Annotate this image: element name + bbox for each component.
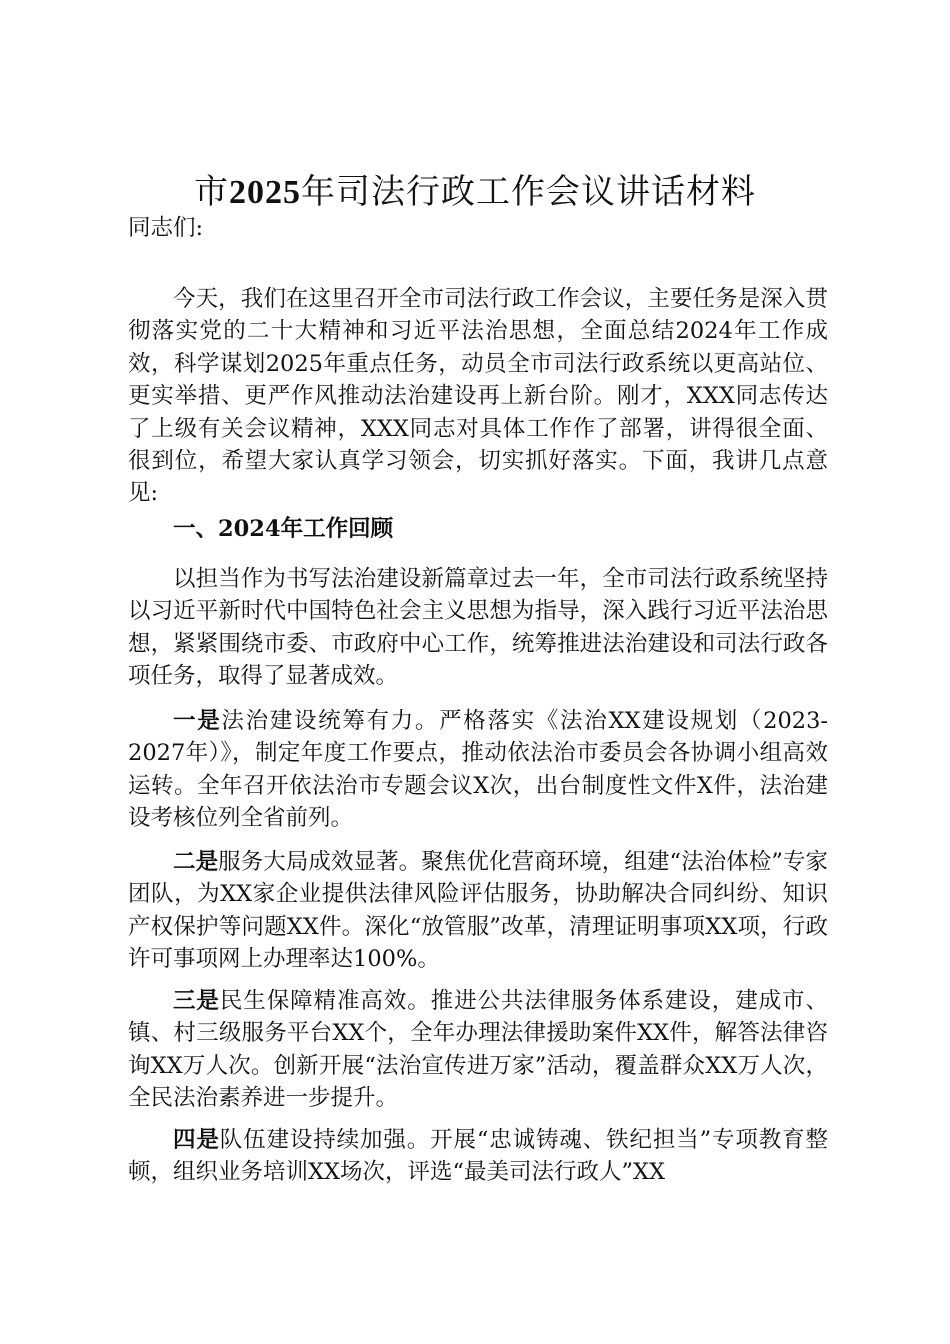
- title-year: 2025: [229, 174, 301, 211]
- point-text-3: 民生保障精准高效。推进公共法律服务体系建设，建成市、镇、村三级服务平台XX个，全年办理法律援助案件XX件，解答法律咨询XX万人次。创新开展“法治宣传进万家”活动，覆盖群众XX万人次，全民法治素养进一步提升。: [128, 988, 828, 1112]
- title-prefix: 市: [194, 172, 229, 212]
- point-lead-3: 三是: [173, 988, 220, 1014]
- review-intro-paragraph: 以担当作为书写法治建设新篇章过去一年，全市司法行政系统坚持以习近平新时代中国特色社会主义思想为指导，深入践行习近平法治思想，紧紧围绕市委、市政府中心工作，统筹推进法治建设和司法行政各项任务，取得了显著成效。: [128, 566, 828, 690]
- intro-paragraph: 今天，我们在这里召开全市司法行政工作会议，主要任务是深入贯彻落实党的二十大精神和习近平法治思想，全面总结2024年工作成效，科学谋划2025年重点任务，动员全市司法行政系统以更高站位、更实举措、更严作风推动法治建设再上新台阶。刚才，XXX同志传达了上级有关会议精神，XXX同志对具体工作作了部署，讲得很全面、很到位，希望大家认真学习领会，切实抓好落实。下面，我讲几点意见:: [128, 286, 828, 507]
- section-heading: 一、2024年工作回顾: [173, 516, 394, 542]
- point-text-4: 队伍建设持续加强。开展“忠诚铸魂、铁纪担当”专项教育整顿，组织业务培训XX场次，评选“最美司法行政人”XX: [128, 1127, 828, 1186]
- title-suffix: 年司法行政工作会议讲话材料: [301, 172, 756, 212]
- point-text-2: 服务大局成效显著。聚焦优化营商环境，组建“法治体检”专家团队，为XX家企业提供法律风险评估服务，协助解决合同纠纷、知识产权保护等问题XX件。深化“放管服”改革，清理证明事项XX项，行政许可事项网上办理率达100%。: [128, 849, 828, 973]
- point-lead-4: 四是: [173, 1127, 220, 1153]
- point-lead-2: 二是: [173, 849, 219, 875]
- salutation: 同志们:: [128, 215, 204, 241]
- point-paragraph-3: [128, 985, 828, 1115]
- point-paragraph-2: [128, 846, 828, 976]
- point-lead-1: 一是: [173, 708, 222, 734]
- point-text-1: 法治建设统筹有力。严格落实《法治XX建设规划（2023-2027年）》，制定年度工作要点，推动依法治市委员会各协调小组高效运转。全年召开依法治市专题会议X次，出台制度性文件X件，法治建设考核位列全省前列。: [128, 708, 828, 832]
- point-paragraph-4: [128, 1124, 828, 1189]
- point-paragraph-1: [128, 705, 828, 835]
